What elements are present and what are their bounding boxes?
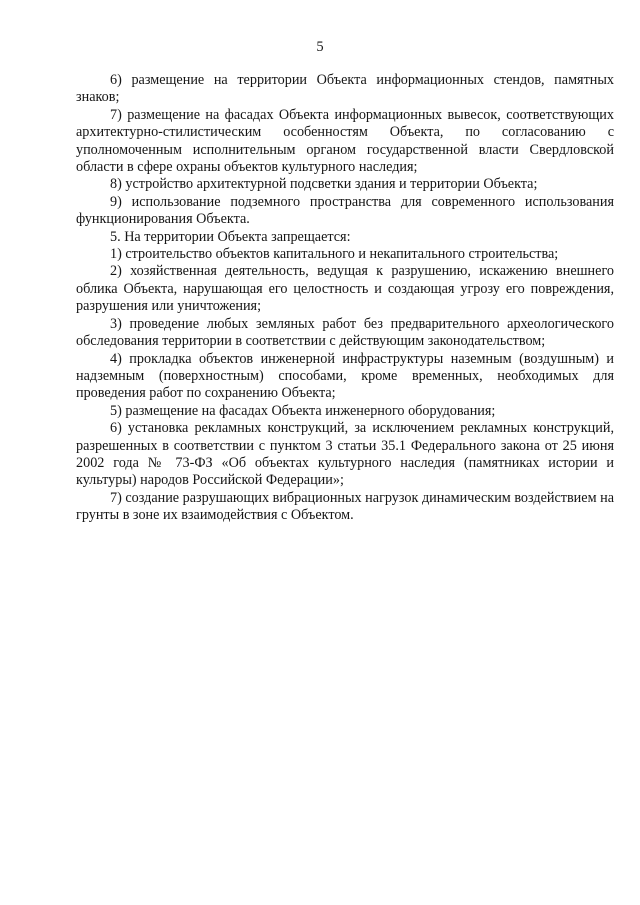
paragraph-prohibited-5: 5) размещение на фасадах Объекта инженерного оборудования; <box>110 402 496 419</box>
paragraph-prohibited-2: 2) хозяйственная деятельность, ведущая к разрушению, искажению внешнего облика Объекта, нарушающая его целостность и создающая угрозу его повреждения, разрушения или уничтожения; <box>76 263 614 315</box>
paragraph-allowed-6: 6) размещение на территории Объекта информационных стендов, памятных знаков; <box>76 72 614 106</box>
paragraph-prohibited-6: 6) установка рекламных конструкций, за исключением рекламных конструкций, разрешенных в соответствии с пунктом 3 статьи 35.1 Федерального закона от 25 июня 2002 года № 73-ФЗ «Об объектах культурного наследия (памятниках истории и культуры) народов Российской Федерации»; <box>76 420 614 489</box>
paragraph-allowed-7: 7) размещение на фасадах Объекта информационных вывесок, соответствующих архитектурно-стилистическим особенностям Объекта, по согласованию с уполномоченным исполнительным органом государственной власти Свердловской области в сфере охраны объектов культурного наследия; <box>76 106 614 176</box>
paragraph-prohibited-3: 3) проведение любых земляных работ без предварительного археологического обследования территории в соответствии с действующим законодательством; <box>76 315 614 350</box>
document-body <box>76 72 614 525</box>
section-heading-prohibited: 5. На территории Объекта запрещается: <box>110 228 351 245</box>
paragraph-allowed-8: 8) устройство архитектурной подсветки здания и территории Объекта; <box>110 176 538 193</box>
paragraph-allowed-9: 9) использование подземного пространства для современного использования функционирования Объекта. <box>76 193 614 228</box>
paragraph-prohibited-7: 7) создание разрушающих вибрационных нагрузок динамическим воздействием на грунты в зоне их взаимодействия с Объектом. <box>76 489 614 524</box>
paragraph-prohibited-1: 1) строительство объектов капитального и некапитального строительства; <box>110 246 559 263</box>
paragraph-prohibited-4: 4) прокладка объектов инженерной инфраструктуры наземным (воздушным) и надземным (поверхностным) способами, кроме временных, необходимых для проведения работ по сохранению Объекта; <box>76 350 614 402</box>
page-number: 5 <box>316 39 324 55</box>
